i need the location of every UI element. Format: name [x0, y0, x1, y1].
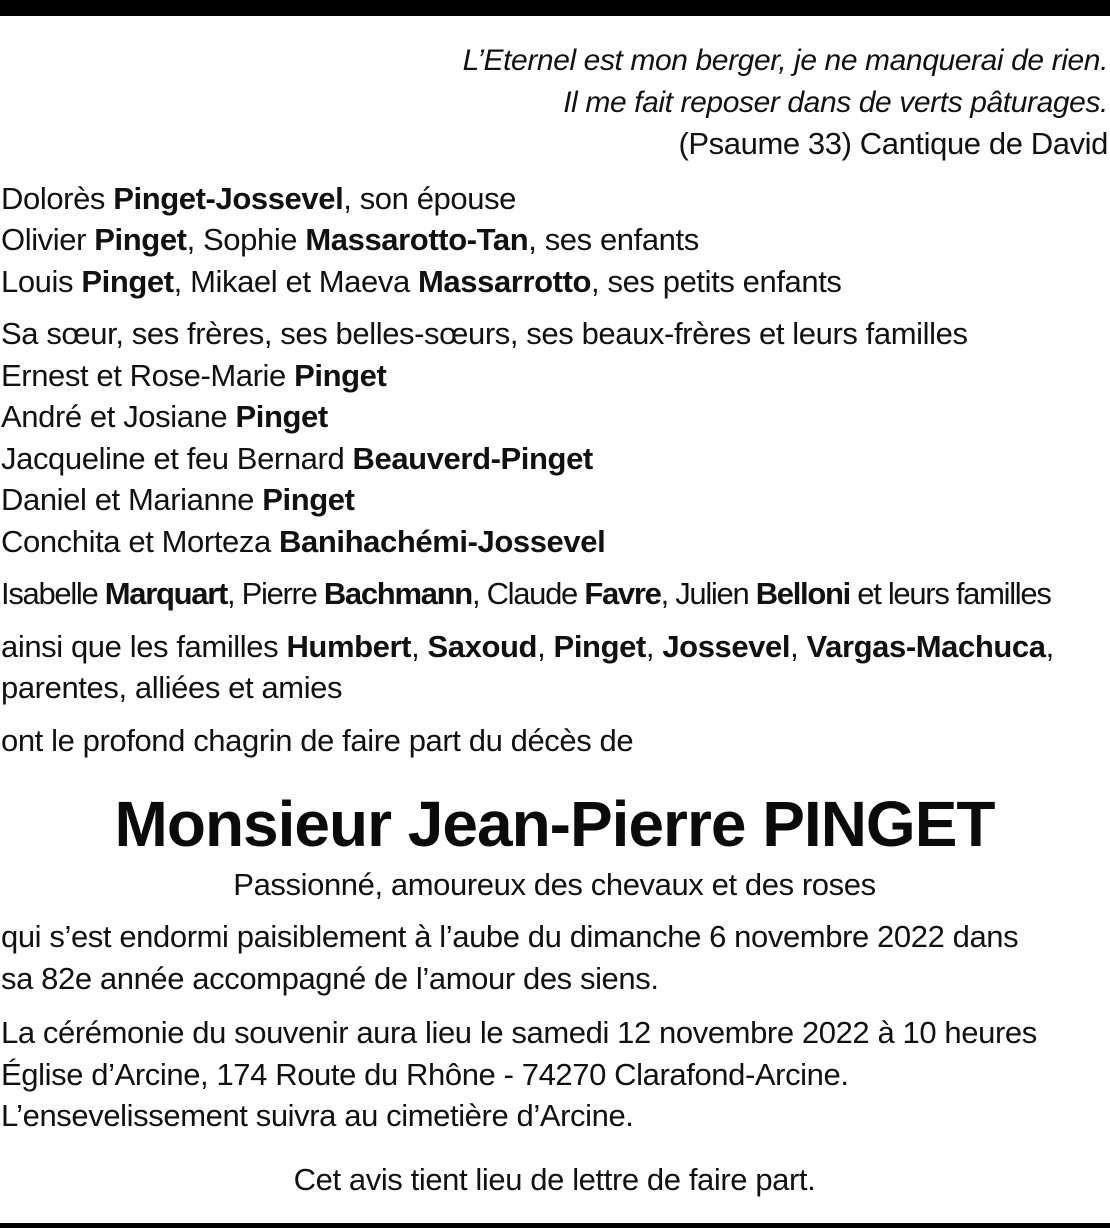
top-border — [0, 0, 1110, 16]
grandchildren-line: Louis Pinget, Mikael et Maeva Massarrotto, ses petits enfants — [1, 263, 842, 299]
announcement-text: ont le profond chagrin de faire part du décès de — [1, 722, 634, 758]
ceremony-details — [1, 1012, 1108, 1137]
obituary-notice — [1, 40, 1108, 1200]
deceased-tagline: Passionné, amoureux des chevaux et des roses — [233, 867, 876, 902]
families-line: ainsi que les familles Humbert, Saxoud, Pinget, Jossevel, Vargas-Machuca, — [1, 628, 1054, 664]
siblings-intro: Sa sœur, ses frères, ses belles-sœurs, ses beaux-frères et leurs familles — [1, 316, 968, 351]
sibling-line: Jacqueline et feu Bernard Beauverd-Pinget — [1, 440, 593, 476]
spouse-line: Dolorès Pinget-Jossevel, son épouse — [1, 180, 517, 216]
closing-note: Cet avis tient lieu de lettre de faire part. — [293, 1161, 816, 1197]
bottom-border — [0, 1223, 1110, 1228]
families-line-2: parentes, alliées et amies — [1, 670, 343, 705]
epigraph-line-1: L’Eternel est mon berger, je ne manquerai de rien. — [462, 44, 1108, 77]
ceremony-line-1: La cérémonie du souvenir aura lieu le samedi 12 novembre 2022 à 10 heures — [1, 1015, 1037, 1050]
families-section — [1, 626, 1108, 709]
sibling-line: André et Josiane Pinget — [1, 399, 328, 434]
death-line-1: qui s’est endormi paisiblement à l’aube du dimanche 6 novembre 2022 dans — [1, 919, 1019, 954]
siblings-section — [1, 313, 1108, 562]
deceased-name: Monsieur Jean-Pierre PINGET — [114, 788, 995, 860]
ceremony-line-2: Église d’Arcine, 174 Route du Rhône - 74270 Clarafond-Arcine. — [1, 1056, 849, 1092]
sibling-line: Conchita et Morteza Banihachémi-Jossevel — [1, 523, 606, 559]
spouse-surname: Pinget-Jossevel — [113, 180, 344, 216]
ceremony-line-3: L’ensevelissement suivra au cimetière d’Arcine. — [1, 1098, 634, 1133]
children-line: Olivier Pinget, Sophie Massarotto-Tan, ses enfants — [1, 222, 699, 257]
sibling-line: Ernest et Rose-Marie Pinget — [1, 357, 387, 393]
epigraph-line-2: Il me fait reposer dans de verts pâturages. — [563, 85, 1108, 119]
death-details — [1, 916, 1108, 999]
immediate-family — [1, 178, 1108, 303]
death-line-2: sa 82e année accompagné de l’amour des siens. — [1, 960, 659, 996]
epigraph-source: (Psaume 33) Cantique de David — [678, 126, 1108, 161]
friends-line: Isabelle Marquart, Pierre Bachmann, Claude Favre, Julien Belloni et leurs familles — [1, 576, 1051, 611]
sibling-line: Daniel et Marianne Pinget — [1, 482, 355, 517]
